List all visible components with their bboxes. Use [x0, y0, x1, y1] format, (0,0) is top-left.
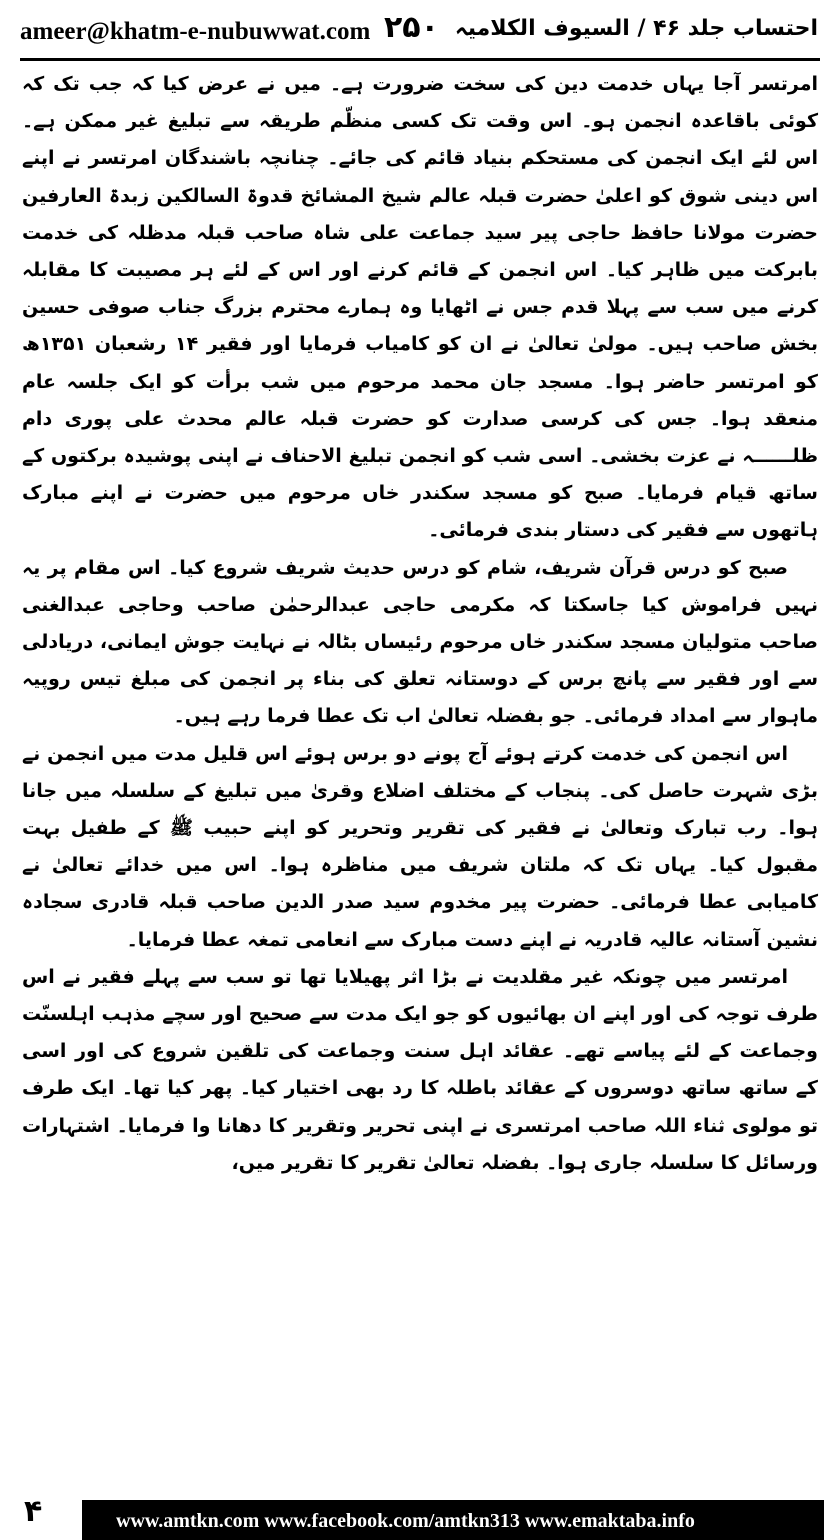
paragraph-4: امرتسر میں چونکہ غیر مقلدیت نے بڑا اثر پھیلایا تھا تو سب سے پہلے فقیر نے اس طرف توجہ کی اور اپنے ان بھائیوں کو جو ایک مدت سے صحیح اور سچے مذہب اہلسنّت وجماعت کے لئے پیاسے تھے۔ عقائد اہل سنت وجماعت کی تلقین شروع کی اور اسی کے ساتھ ساتھ دوسروں کے عقائد باطلہ کا رد بھی اختیار کیا۔ پھر کیا تھا۔ ایک طرف تو مولوی ثناء اللہ صاحب امرتسری نے اپنی تحریر وتقریر کا دھانا وا فرمایا۔ اشتہارات ورسائل کا سلسلہ جاری ہوا۔ بفضلہ تعالیٰ تقریر کا تقریر میں، — [22, 965, 818, 1174]
page-header — [0, 0, 840, 60]
header-email: ameer@khatm-e-nubuwwat.com — [20, 18, 371, 45]
book-title: احتساب جلد ۴۶ / السیوف الکلامیہ — [454, 16, 818, 41]
footer-number: ۴ — [24, 1494, 43, 1529]
paragraph-2: صبح کو درس قرآن شریف، شام کو درس حدیث شریف شروع کیا۔ اس مقام پر یہ نہیں فراموش کیا جاسکتا کہ مکرمی حاجی عبدالرحمٰن صاحب وحاجی عبدالغنی صاحب متولیان مسجد سکندر خاں مرحوم رئیساں بٹالہ نے نہایت جوش ایمانی، دریادلی سے اور فقیر سے پانچ برس کے دوستانہ تعلق کی بناء پر انجمن کی مبلغ تیس روپیہ ماہوار سے امداد فرمائی۔ جو بفضلہ تعالیٰ اب تک عطا فرما رہے ہیں۔ — [22, 556, 818, 728]
paragraph-1: امرتسر آجا یہاں خدمت دین کی سخت ضرورت ہے۔ میں نے عرض کیا کہ جب تک کہ کوئی باقاعدہ انجمن ہو۔ اس وقت تک کسی منظّم طریقہ سے تبلیغ غیر ممکن ہے۔ اس لئے ایک انجمن کی مستحکم بنیاد قائم کی جائے۔ چنانچہ باشندگان امرتسر نے اپنے اس دینی شوق کو اعلیٰ حضرت قبلہ عالم شیخ المشائخ قدوۃ السالکین زبدۃ العارفین حضرت مولانا حافظ حاجی پیر سید جماعت علی شاہ صاحب قبلہ مدظلہ کی خدمت بابرکت میں ظاہر کیا۔ اس انجمن کے قائم کرنے اور اس کے لئے ہر مصیبت کا مقابلہ کرنے میں سب سے پہلا قدم جس نے اٹھایا وہ ہمارے محترم بزرگ جناب صوفی حسین بخش صاحب ہیں۔ مولیٰ تعالیٰ نے ان کو کامیاب فرمایا اور فقیر ۱۴ رشعبان ۱۳۵۱ھ کو امرتسر حاضر ہوا۔ مسجد جان محمد مرحوم میں شب برأت کو ایک جلسہ عام منعقد ہوا۔ جس کی کرسی صدارت کو حضرت قبلہ عالم محدث علی پوری دام ظلــــــہ نے عزت بخشی۔ اسی شب کو انجمن تبلیغ الاحناف نے اپنی پوشیدہ برکتوں کے ساتھ قیام فرمایا۔ صبح کو مسجد سکندر خاں مرحوم میں حضرت نے اپنے مبارک ہاتھوں سے فقیر کی دستار بندی فرمائی۔ — [22, 73, 818, 542]
footer-links: www.amtkn.com www.facebook.com/amtkn313 www.emaktaba.info — [116, 1510, 695, 1532]
page-number: ۲۵۰ — [384, 10, 439, 45]
header-divider — [20, 58, 820, 61]
paragraph-3: اس انجمن کی خدمت کرتے ہوئے آج پونے دو برس ہوئے اس قلیل مدت میں انجمن نے بڑی شہرت حاصل کی۔ پنجاب کے مختلف اضلاع وقریٰ میں تبلیغ کے سلسلہ میں جانا ہوا۔ رب تبارک وتعالیٰ نے فقیر کی تقریر وتحریر کو اپنے حبیب ﷺ کے طفیل بہت مقبول کیا۔ یہاں تک کہ ملتان شریف میں مناظرہ ہوا۔ اس میں خدائے تعالیٰ نے کامیابی عطا فرمائی۔ حضرت پیر مخدوم سید صدر الدین صاحب قبلہ قادری سجادہ نشین آستانہ عالیہ قادریہ نے اپنے دست مبارک سے انعامی تمغہ عطا فرمایا۔ — [22, 742, 818, 951]
page-footer — [0, 1492, 840, 1540]
main-text — [22, 66, 818, 1182]
